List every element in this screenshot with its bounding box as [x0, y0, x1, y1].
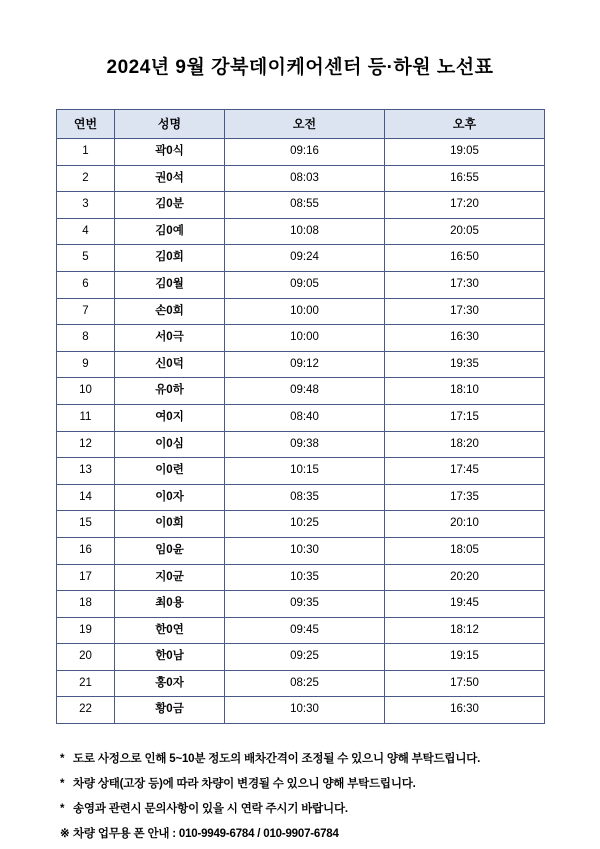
cell-name: 유0하: [115, 378, 225, 405]
cell-name: 신0덕: [115, 351, 225, 378]
table-row: [57, 644, 545, 671]
note-line: [60, 800, 550, 816]
table-row: [57, 165, 545, 192]
cell-pm: 19:35: [385, 351, 545, 378]
table-row: [57, 431, 545, 458]
cell-name: 임0윤: [115, 537, 225, 564]
note-marker: ※: [60, 828, 70, 841]
table-row: [57, 245, 545, 272]
note-line: [60, 825, 550, 841]
page-title: 2024년 9월 강북데이케어센터 등·하원 노선표: [106, 57, 494, 78]
cell-pm: 17:20: [385, 192, 545, 219]
cell-name: 김0희: [115, 245, 225, 272]
cell-pm: 20:20: [385, 564, 545, 591]
cell-am: 09:16: [225, 139, 385, 166]
schedule-table-container: [56, 109, 544, 724]
table-row: [57, 192, 545, 219]
cell-am: 09:38: [225, 431, 385, 458]
cell-no: 5: [57, 245, 115, 272]
cell-name: 김0예: [115, 218, 225, 245]
column-header-pm: 오후: [385, 110, 545, 139]
cell-no: 3: [57, 192, 115, 219]
cell-am: 10:30: [225, 697, 385, 724]
cell-no: 17: [57, 564, 115, 591]
cell-no: 1: [57, 139, 115, 166]
note-marker: *: [60, 753, 65, 766]
cell-am: 09:45: [225, 617, 385, 644]
cell-am: 10:30: [225, 537, 385, 564]
table-row: [57, 484, 545, 511]
cell-no: 16: [57, 537, 115, 564]
note-line: [60, 775, 550, 791]
table-row: [57, 564, 545, 591]
cell-am: 09:25: [225, 644, 385, 671]
cell-am: 09:48: [225, 378, 385, 405]
cell-no: 14: [57, 484, 115, 511]
cell-am: 10:25: [225, 511, 385, 538]
cell-am: 09:35: [225, 591, 385, 618]
cell-no: 7: [57, 298, 115, 325]
cell-no: 8: [57, 325, 115, 352]
cell-am: 10:35: [225, 564, 385, 591]
note-text: 도로 사정으로 인해 5~10분 정도의 배차간격이 조정될 수 있으니 양해 부탁드립니다.: [73, 753, 481, 766]
cell-am: 10:00: [225, 325, 385, 352]
table-row: [57, 537, 545, 564]
table-row: [57, 511, 545, 538]
table-row: [57, 378, 545, 405]
table-row: [57, 325, 545, 352]
cell-pm: 20:10: [385, 511, 545, 538]
cell-am: 08:35: [225, 484, 385, 511]
cell-no: 20: [57, 644, 115, 671]
cell-am: 08:55: [225, 192, 385, 219]
cell-am: 08:40: [225, 404, 385, 431]
cell-name: 이0련: [115, 458, 225, 485]
cell-pm: 20:05: [385, 218, 545, 245]
table-row: [57, 458, 545, 485]
cell-name: 권0석: [115, 165, 225, 192]
cell-name: 최0용: [115, 591, 225, 618]
cell-name: 곽0식: [115, 139, 225, 166]
cell-no: 22: [57, 697, 115, 724]
cell-pm: 19:05: [385, 139, 545, 166]
cell-no: 6: [57, 271, 115, 298]
note-text: 송영과 관련시 문의사항이 있을 시 연락 주시기 바랍니다.: [73, 803, 348, 816]
cell-am: 10:15: [225, 458, 385, 485]
cell-pm: 16:55: [385, 165, 545, 192]
cell-name: 이0희: [115, 511, 225, 538]
table-row: [57, 139, 545, 166]
cell-name: 여0지: [115, 404, 225, 431]
note-text: 차량 업무용 폰 안내 : 010-9949-6784 / 010-9907-6784: [73, 828, 339, 841]
cell-pm: 17:45: [385, 458, 545, 485]
cell-name: 이0자: [115, 484, 225, 511]
cell-pm: 17:30: [385, 271, 545, 298]
cell-name: 지0균: [115, 564, 225, 591]
table-body: [57, 139, 545, 724]
cell-name: 김0분: [115, 192, 225, 219]
table-row: [57, 404, 545, 431]
cell-am: 09:05: [225, 271, 385, 298]
schedule-table: [56, 109, 545, 724]
cell-no: 11: [57, 404, 115, 431]
cell-no: 19: [57, 617, 115, 644]
cell-pm: 18:20: [385, 431, 545, 458]
cell-pm: 19:15: [385, 644, 545, 671]
cell-pm: 19:45: [385, 591, 545, 618]
cell-no: 12: [57, 431, 115, 458]
cell-name: 한0연: [115, 617, 225, 644]
cell-no: 21: [57, 670, 115, 697]
cell-name: 서0극: [115, 325, 225, 352]
cell-name: 이0심: [115, 431, 225, 458]
table-row: [57, 617, 545, 644]
table-row: [57, 670, 545, 697]
cell-name: 한0남: [115, 644, 225, 671]
cell-pm: 17:15: [385, 404, 545, 431]
table-header-row: [57, 110, 545, 139]
note-line: [60, 750, 550, 766]
column-header-am: 오전: [225, 110, 385, 139]
cell-am: 08:25: [225, 670, 385, 697]
cell-pm: 17:50: [385, 670, 545, 697]
cell-am: 09:12: [225, 351, 385, 378]
cell-name: 손0희: [115, 298, 225, 325]
cell-no: 10: [57, 378, 115, 405]
cell-pm: 16:30: [385, 325, 545, 352]
cell-pm: 18:10: [385, 378, 545, 405]
table-row: [57, 218, 545, 245]
cell-pm: 16:50: [385, 245, 545, 272]
cell-no: 4: [57, 218, 115, 245]
cell-no: 9: [57, 351, 115, 378]
table-row: [57, 271, 545, 298]
table-row: [57, 697, 545, 724]
cell-pm: 18:05: [385, 537, 545, 564]
note-marker: *: [60, 778, 65, 791]
table-row: [57, 591, 545, 618]
cell-no: 2: [57, 165, 115, 192]
column-header-no: 연번: [57, 110, 115, 139]
table-header: [57, 110, 545, 139]
cell-am: 09:24: [225, 245, 385, 272]
cell-am: 10:00: [225, 298, 385, 325]
cell-am: 08:03: [225, 165, 385, 192]
table-row: [57, 351, 545, 378]
cell-pm: 16:30: [385, 697, 545, 724]
note-text: 차량 상태(고장 등)에 따라 차량이 변경될 수 있으니 양해 부탁드립니다.: [73, 778, 416, 791]
cell-pm: 18:12: [385, 617, 545, 644]
cell-name: 김0월: [115, 271, 225, 298]
cell-pm: 17:30: [385, 298, 545, 325]
cell-pm: 17:35: [385, 484, 545, 511]
column-header-name: 성명: [115, 110, 225, 139]
notes-section: [50, 750, 550, 841]
cell-no: 18: [57, 591, 115, 618]
cell-name: 황0금: [115, 697, 225, 724]
cell-no: 13: [57, 458, 115, 485]
note-marker: *: [60, 803, 65, 816]
cell-no: 15: [57, 511, 115, 538]
cell-name: 홍0자: [115, 670, 225, 697]
cell-am: 10:08: [225, 218, 385, 245]
table-row: [57, 298, 545, 325]
